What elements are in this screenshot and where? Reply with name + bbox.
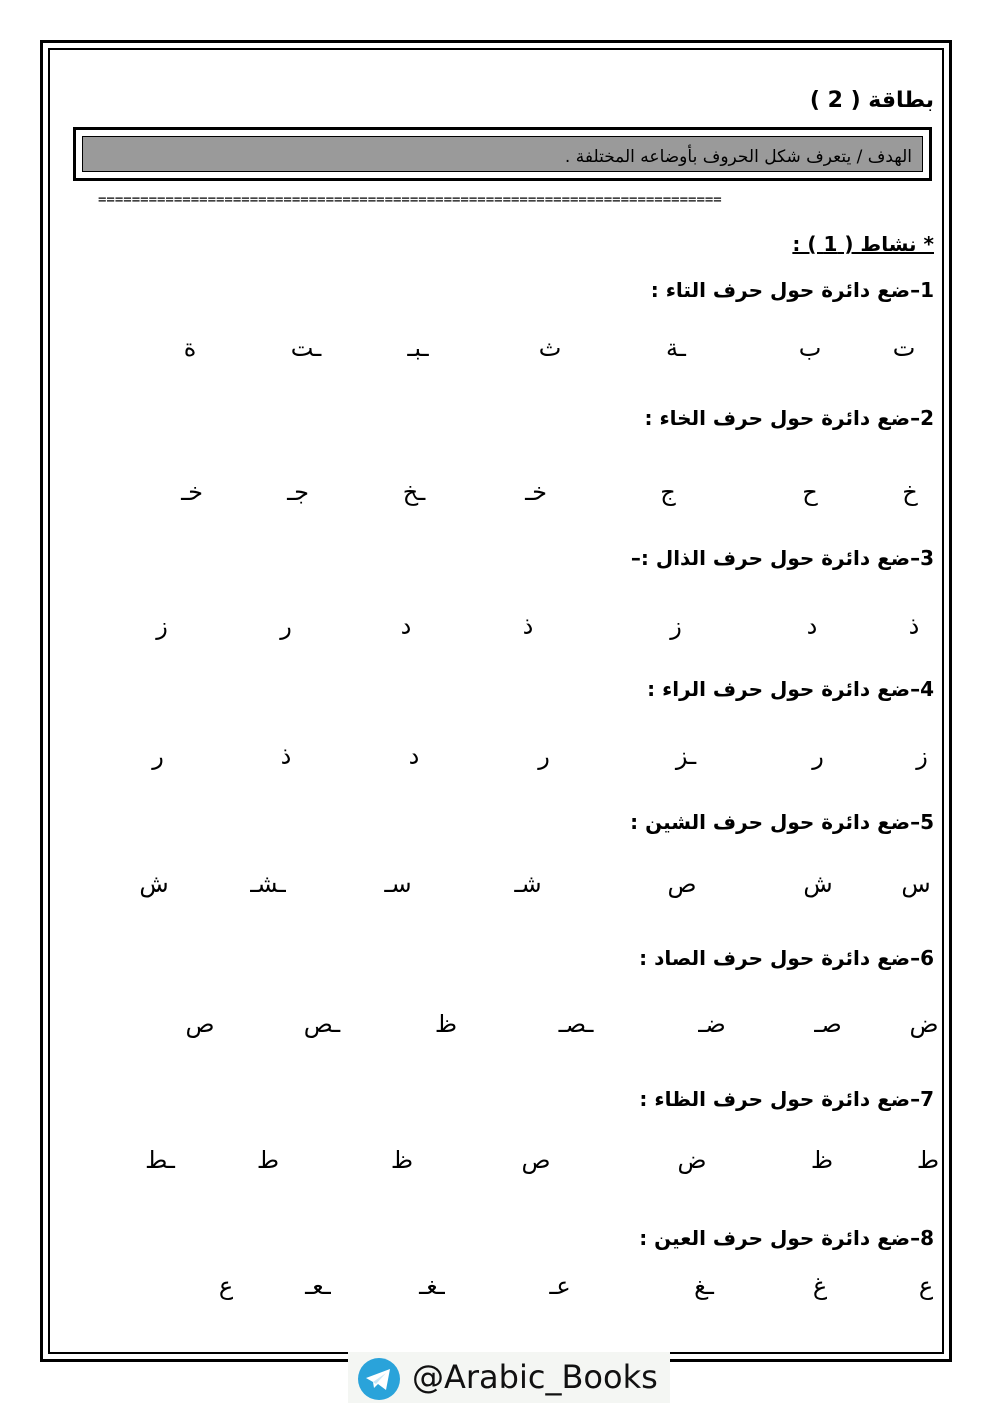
question-3: 3–ضع دائرة حول حرف الذال :– — [630, 546, 934, 570]
letter-option[interactable]: غ — [812, 1272, 828, 1300]
letter-option[interactable]: ظ — [390, 1146, 414, 1174]
letter-option[interactable]: ط — [256, 1146, 280, 1174]
letter-option[interactable]: ر — [152, 742, 164, 770]
letter-option[interactable]: ـبـ — [407, 334, 429, 362]
telegram-icon — [352, 1356, 406, 1402]
letter-option[interactable]: ص — [185, 1010, 215, 1038]
letter-option[interactable]: ـصـ — [558, 1010, 594, 1038]
letter-option[interactable]: ذ — [908, 612, 920, 640]
letter-option[interactable]: س — [901, 870, 931, 898]
goal-box — [73, 127, 932, 181]
letter-option[interactable]: ر — [280, 612, 292, 640]
letter-option[interactable]: د — [408, 742, 420, 770]
letter-option[interactable]: ش — [803, 870, 833, 898]
letter-option[interactable]: خ — [902, 478, 918, 506]
separator-line: ========================================================================== — [98, 192, 722, 208]
letter-option[interactable]: د — [400, 612, 412, 640]
letter-option[interactable]: ح — [802, 478, 818, 506]
question-2: 2–ضع دائرة حول حرف الخاء : — [644, 406, 934, 430]
letter-option[interactable]: ـط — [145, 1146, 175, 1174]
letter-option[interactable]: ـت — [290, 334, 322, 362]
letter-option[interactable]: ص — [667, 870, 697, 898]
letter-option[interactable]: ـعـ — [305, 1272, 331, 1300]
letter-option[interactable]: ـخ — [402, 478, 426, 506]
letter-option[interactable]: ضـ — [698, 1010, 726, 1038]
letter-option[interactable]: صـ — [814, 1010, 842, 1038]
letter-option[interactable]: سـ — [384, 870, 412, 898]
letter-option[interactable]: ـز — [675, 742, 697, 770]
letter-option[interactable]: ز — [916, 742, 928, 770]
letter-option[interactable]: جـ — [287, 478, 309, 506]
letter-option[interactable]: ظ — [434, 1010, 458, 1038]
letter-option[interactable]: ز — [670, 612, 682, 640]
letter-option[interactable]: ـشـ — [250, 870, 286, 898]
letter-option[interactable]: ص — [521, 1146, 551, 1174]
letter-option[interactable]: ظ — [810, 1146, 834, 1174]
letter-option[interactable]: عـ — [549, 1272, 571, 1300]
letter-option[interactable]: ـغـ — [419, 1272, 445, 1300]
question-5: 5–ضع دائرة حول حرف الشين : — [630, 810, 934, 834]
letter-option[interactable]: ذ — [280, 742, 292, 770]
letter-option[interactable]: ذ — [522, 612, 534, 640]
activity-title: * نشاط ( 1 ) : — [792, 232, 934, 256]
letter-option[interactable]: ب — [798, 334, 822, 362]
letter-option[interactable]: خـ — [525, 478, 547, 506]
letter-option[interactable]: ط — [916, 1146, 940, 1174]
letter-option[interactable]: ث — [538, 334, 562, 362]
letter-option[interactable]: ز — [156, 612, 168, 640]
goal-text: الهدف / يتعرف شكل الحروف بأوضاعه المختلفة . — [82, 136, 923, 172]
question-7: 7–ضع دائرة حول حرف الظاء : — [639, 1087, 934, 1111]
letter-option[interactable]: ة — [183, 334, 197, 362]
letter-option[interactable]: ض — [909, 1010, 939, 1038]
question-1: 1–ضع دائرة حول حرف التاء : — [650, 278, 934, 302]
letter-option[interactable]: ـغ — [694, 1272, 714, 1300]
letter-option[interactable]: ت — [892, 334, 916, 362]
letter-option[interactable]: د — [806, 612, 818, 640]
watermark-text: @Arabic_Books — [412, 1358, 658, 1396]
letter-option[interactable]: ج — [660, 478, 676, 506]
telegram-watermark[interactable] — [348, 1352, 670, 1403]
letter-option[interactable]: ش — [139, 870, 169, 898]
letter-option[interactable]: ع — [918, 1272, 934, 1300]
letter-option[interactable]: ر — [538, 742, 550, 770]
letter-option[interactable]: ض — [677, 1146, 707, 1174]
question-6: 6–ضع دائرة حول حرف الصاد : — [639, 946, 934, 970]
letter-option[interactable]: خـ — [181, 478, 203, 506]
question-4: 4–ضع دائرة حول حرف الراء : — [647, 677, 934, 701]
letter-option[interactable]: ر — [812, 742, 824, 770]
letter-option[interactable]: شـ — [514, 870, 542, 898]
question-8: 8–ضع دائرة حول حرف العين : — [639, 1226, 934, 1250]
letter-option[interactable]: ع — [218, 1272, 234, 1300]
letter-option[interactable]: ـة — [666, 334, 686, 362]
card-title: بطاقة ( 2 ) — [809, 88, 934, 113]
letter-option[interactable]: ـص — [303, 1010, 341, 1038]
